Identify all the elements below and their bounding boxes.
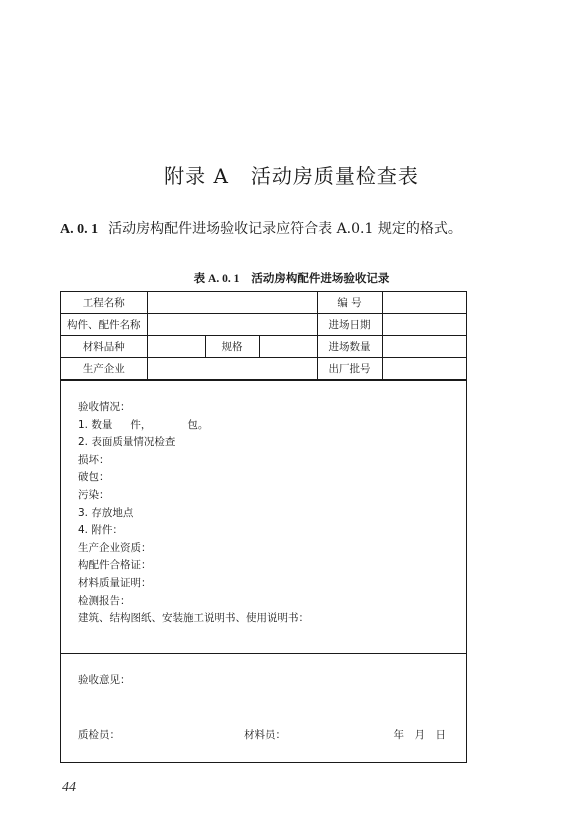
inspector-label: 质检员： [78,729,120,741]
batch-number-field[interactable] [382,358,466,380]
component-name-label: 构件、配件名称 [61,314,147,336]
entry-quantity-label: 进场数量 [317,336,382,358]
inspection-section[interactable] [61,380,466,654]
batch-number-label: 出厂批号 [317,358,382,380]
inspection-item: 损坏： [78,453,110,466]
clause-a01 [60,216,470,243]
entry-date-label: 进场日期 [317,314,382,336]
table-caption [0,270,583,286]
appendix-code: 附录 A [164,164,229,188]
inspection-item: 构配件合格证： [78,559,152,572]
inspection-item: 2. 表面质量情况检查 [78,436,176,449]
clause-number: A. 0. 1 [60,222,99,237]
clause-text: 活动房构配件进场验收记录应符合表 A.0.1 规定的格式。 [108,221,462,237]
quantity-unit-packs: 包。 [187,418,209,431]
opinion-section[interactable] [61,654,466,754]
appendix-heading [0,160,583,189]
material-type-field[interactable] [147,336,205,358]
inspection-item: 建筑、结构图纸、安装施工说明书、使用说明书： [78,612,309,625]
table-number: 表 A. 0. 1 [193,273,240,285]
inspection-item: 4. 附件： [78,524,123,537]
table-title: 活动房构配件进场验收记录 [251,271,390,285]
acceptance-opinion-label: 验收意见： [78,674,131,686]
acceptance-record-form [60,291,467,763]
project-name-field[interactable] [147,292,317,314]
signature-row [78,727,446,741]
project-name-label: 工程名称 [61,292,147,314]
entry-date-field[interactable] [382,314,466,336]
page-number: 44 [62,780,76,795]
form-header-table [61,292,466,380]
appendix-title: 活动房质量检查表 [250,164,419,188]
inspection-item: 生产企业资质： [78,541,152,554]
quantity-prefix: 1. 数量 [78,418,113,431]
manufacturer-label: 生产企业 [61,358,147,380]
table-row [61,358,466,380]
table-row [61,336,466,358]
serial-number-field[interactable] [382,292,466,314]
material-clerk-label: 材料员： [244,729,286,741]
manufacturer-field[interactable] [147,358,317,380]
inspection-item: 3. 存放地点 [78,506,134,519]
serial-number-label: 编 号 [317,292,382,314]
quantity-unit-pieces: 件， [130,418,152,431]
specification-field[interactable] [259,336,317,358]
inspection-item: 污染： [78,488,110,501]
table-row [61,292,466,314]
component-name-field[interactable] [147,314,317,336]
quantity-line [78,417,466,435]
inspection-item: 检测报告： [78,594,131,607]
material-type-label: 材料品种 [61,336,147,358]
date-label: 年 月 日 [393,729,446,741]
entry-quantity-field[interactable] [382,336,466,358]
specification-label: 规格 [205,336,259,358]
inspection-title: 验收情况： [78,401,131,413]
inspection-item: 材料质量证明： [78,576,152,589]
table-row [61,314,466,336]
inspection-item: 破包： [78,471,110,484]
